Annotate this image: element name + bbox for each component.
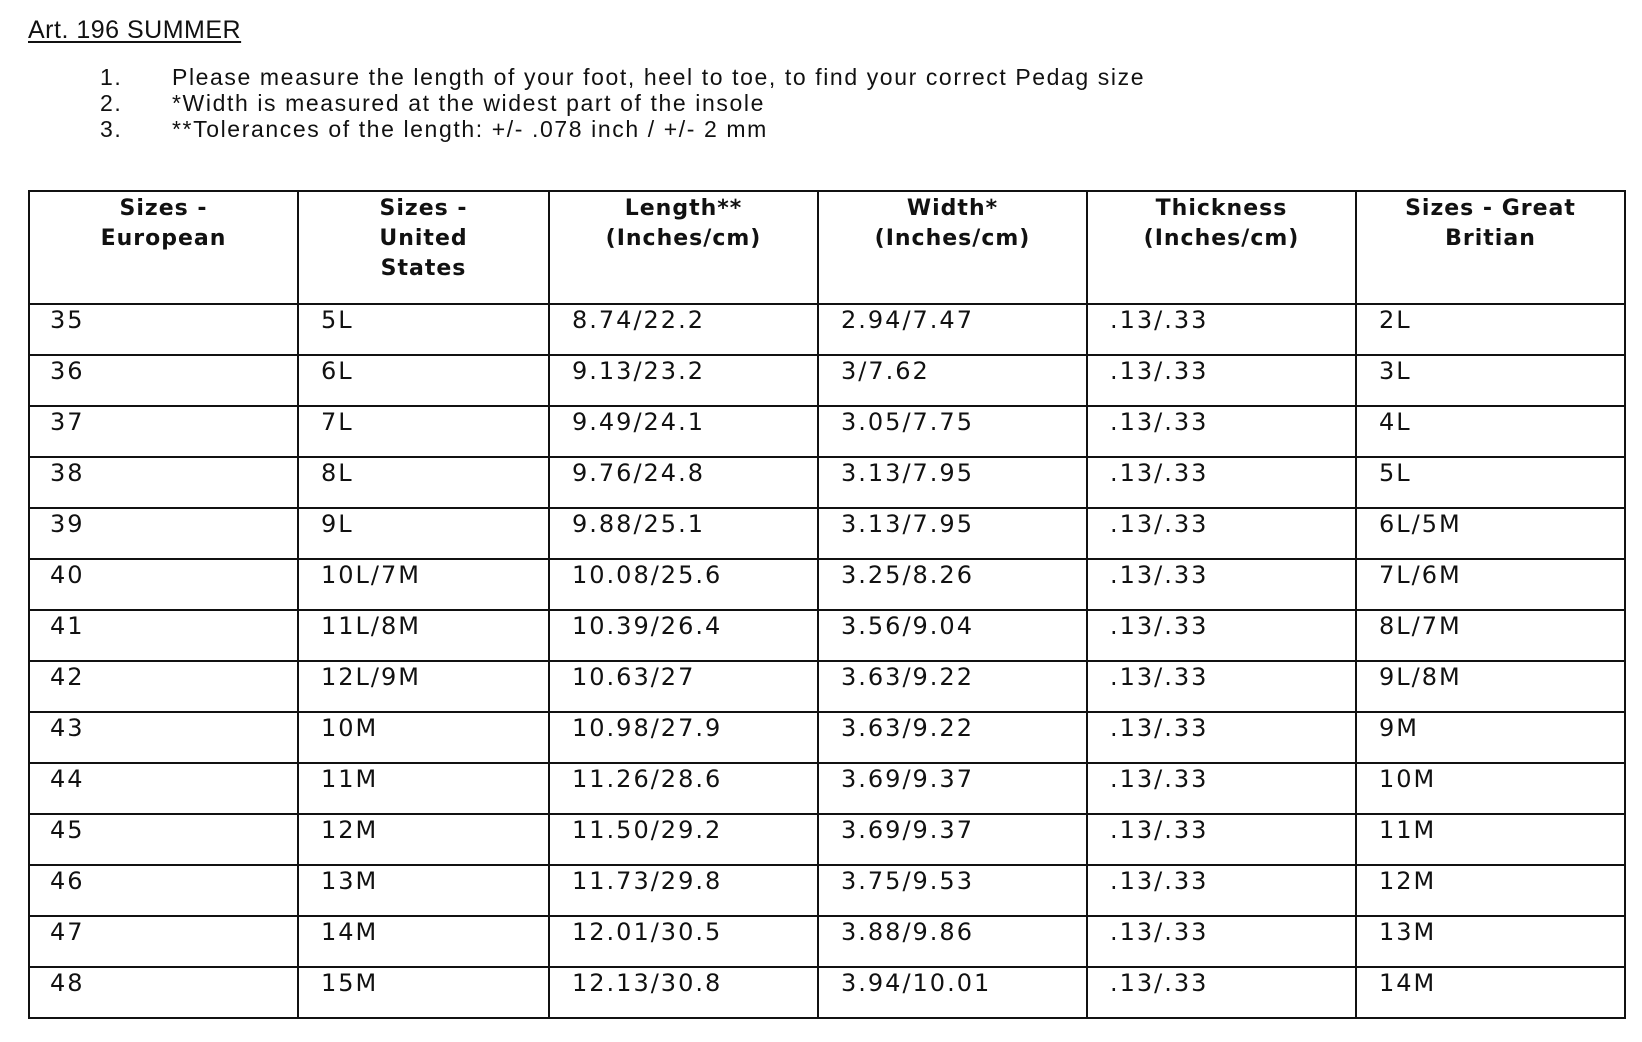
cell-european-size: 39 [29,508,298,559]
table-row [29,304,1625,355]
cell-us-size: 7L [298,406,549,457]
table-row [29,508,1625,559]
cell-thickness: .13/.33 [1087,661,1356,712]
header-line: (Inches/cm) [1143,226,1300,251]
cell-width: 3.25/8.26 [818,559,1087,610]
cell-european-size: 36 [29,355,298,406]
document-title: Art. 196 SUMMER [28,16,242,44]
instruction-text: **Tolerances of the length: +/- .078 inch / +/- 2 mm [172,116,768,142]
cell-length: 10.08/25.6 [549,559,818,610]
cell-thickness: .13/.33 [1087,355,1356,406]
cell-european-size: 42 [29,661,298,712]
cell-length: 10.98/27.9 [549,712,818,763]
cell-length: 9.13/23.2 [549,355,818,406]
header-great-britain [1356,191,1625,304]
header-line: Sizes - Great [1405,196,1576,221]
table-row [29,865,1625,916]
size-chart-table [28,190,1626,1019]
cell-us-size: 11M [298,763,549,814]
table-row [29,355,1625,406]
cell-us-size: 6L [298,355,549,406]
table-row [29,661,1625,712]
header-line: Sizes - [119,196,208,221]
instruction-item [100,116,1145,142]
table-row [29,610,1625,661]
cell-length: 12.01/30.5 [549,916,818,967]
cell-width: 3.13/7.95 [818,508,1087,559]
cell-length: 9.76/24.8 [549,457,818,508]
cell-us-size: 10L/7M [298,559,549,610]
cell-gb-size: 13M [1356,916,1625,967]
header-european [29,191,298,304]
header-line: Sizes - [379,196,468,221]
cell-width: 3.75/9.53 [818,865,1087,916]
header-line: United [379,226,468,251]
cell-european-size: 47 [29,916,298,967]
cell-thickness: .13/.33 [1087,508,1356,559]
instruction-item [100,64,1145,90]
cell-us-size: 12M [298,814,549,865]
instruction-number: 1. [100,64,123,90]
cell-gb-size: 14M [1356,967,1625,1018]
header-line: States [380,256,467,281]
instruction-number: 2. [100,90,123,116]
cell-gb-size: 2L [1356,304,1625,355]
cell-width: 3.56/9.04 [818,610,1087,661]
cell-gb-size: 7L/6M [1356,559,1625,610]
header-line: Thickness [1155,196,1288,221]
cell-length: 11.73/29.8 [549,865,818,916]
table-header-row [29,191,1625,304]
cell-width: 3.94/10.01 [818,967,1087,1018]
cell-width: 3/7.62 [818,355,1087,406]
cell-width: 2.94/7.47 [818,304,1087,355]
cell-gb-size: 9M [1356,712,1625,763]
header-line: (Inches/cm) [605,226,762,251]
cell-length: 11.26/28.6 [549,763,818,814]
cell-us-size: 11L/8M [298,610,549,661]
instruction-text: *Width is measured at the widest part of the insole [172,90,765,116]
cell-european-size: 45 [29,814,298,865]
cell-length: 8.74/22.2 [549,304,818,355]
header-united-states [298,191,549,304]
table-row [29,457,1625,508]
cell-thickness: .13/.33 [1087,304,1356,355]
cell-european-size: 38 [29,457,298,508]
header-line: Length** [624,196,743,221]
cell-thickness: .13/.33 [1087,763,1356,814]
table-row [29,559,1625,610]
cell-thickness: .13/.33 [1087,610,1356,661]
cell-length: 9.49/24.1 [549,406,818,457]
cell-width: 3.88/9.86 [818,916,1087,967]
cell-width: 3.69/9.37 [818,763,1087,814]
header-length [549,191,818,304]
cell-width: 3.13/7.95 [818,457,1087,508]
cell-european-size: 44 [29,763,298,814]
cell-european-size: 46 [29,865,298,916]
cell-us-size: 12L/9M [298,661,549,712]
table-row [29,814,1625,865]
cell-length: 11.50/29.2 [549,814,818,865]
cell-european-size: 40 [29,559,298,610]
cell-us-size: 13M [298,865,549,916]
cell-thickness: .13/.33 [1087,814,1356,865]
instruction-item [100,90,1145,116]
instructions-list [100,64,1145,142]
cell-us-size: 8L [298,457,549,508]
cell-us-size: 10M [298,712,549,763]
table-row [29,916,1625,967]
header-line: Width* [906,196,999,221]
cell-gb-size: 4L [1356,406,1625,457]
table-row [29,967,1625,1018]
cell-gb-size: 5L [1356,457,1625,508]
cell-european-size: 41 [29,610,298,661]
header-width [818,191,1087,304]
cell-width: 3.69/9.37 [818,814,1087,865]
cell-thickness: .13/.33 [1087,916,1356,967]
table-row [29,763,1625,814]
cell-thickness: .13/.33 [1087,865,1356,916]
cell-us-size: 14M [298,916,549,967]
instruction-text: Please measure the length of your foot, heel to toe, to find your correct Pedag size [172,64,1146,90]
cell-gb-size: 8L/7M [1356,610,1625,661]
header-line: European [100,226,227,251]
cell-us-size: 15M [298,967,549,1018]
cell-thickness: .13/.33 [1087,457,1356,508]
cell-gb-size: 3L [1356,355,1625,406]
cell-width: 3.63/9.22 [818,712,1087,763]
cell-us-size: 9L [298,508,549,559]
cell-length: 12.13/30.8 [549,967,818,1018]
cell-thickness: .13/.33 [1087,406,1356,457]
cell-gb-size: 12M [1356,865,1625,916]
table-row [29,712,1625,763]
table-row [29,406,1625,457]
cell-european-size: 43 [29,712,298,763]
cell-gb-size: 11M [1356,814,1625,865]
cell-thickness: .13/.33 [1087,712,1356,763]
header-line: Britian [1445,226,1536,251]
cell-gb-size: 6L/5M [1356,508,1625,559]
cell-thickness: .13/.33 [1087,967,1356,1018]
cell-european-size: 35 [29,304,298,355]
cell-thickness: .13/.33 [1087,559,1356,610]
header-line: (Inches/cm) [874,226,1031,251]
cell-width: 3.05/7.75 [818,406,1087,457]
cell-length: 9.88/25.1 [549,508,818,559]
header-thickness [1087,191,1356,304]
cell-us-size: 5L [298,304,549,355]
cell-width: 3.63/9.22 [818,661,1087,712]
cell-gb-size: 9L/8M [1356,661,1625,712]
cell-length: 10.63/27 [549,661,818,712]
cell-gb-size: 10M [1356,763,1625,814]
cell-european-size: 37 [29,406,298,457]
cell-length: 10.39/26.4 [549,610,818,661]
cell-european-size: 48 [29,967,298,1018]
instruction-number: 3. [100,116,123,142]
